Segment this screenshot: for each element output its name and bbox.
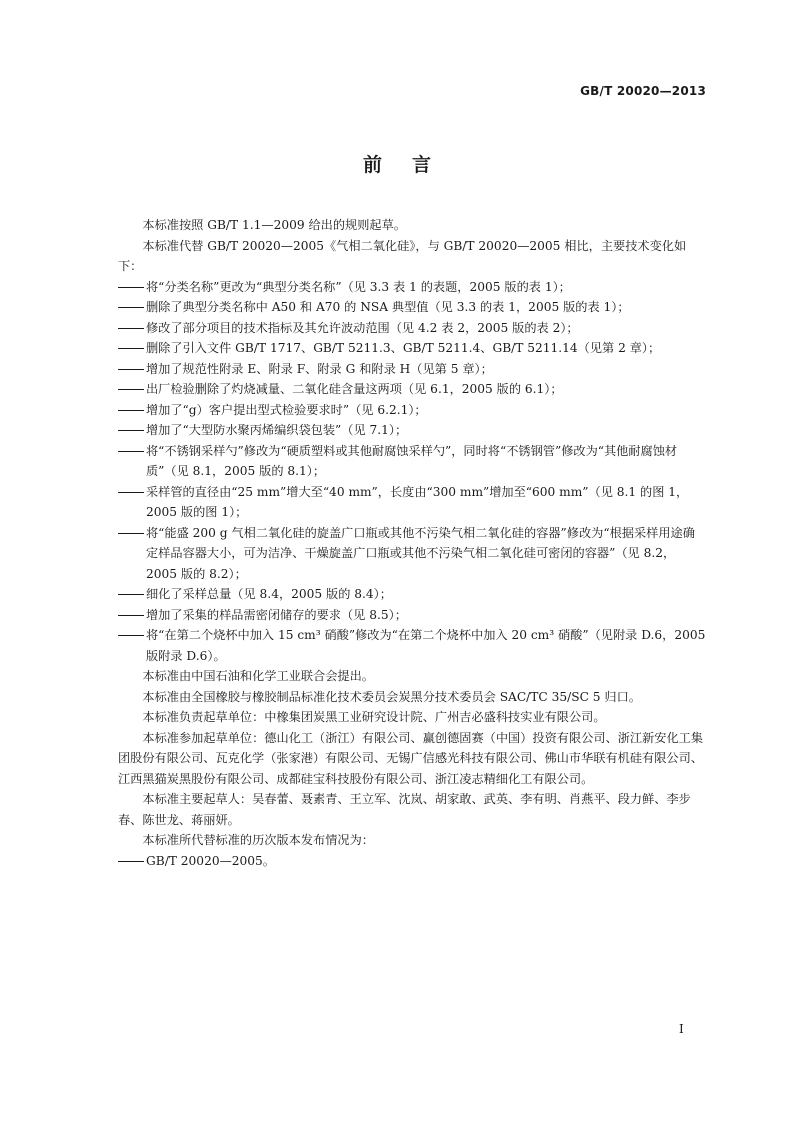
change-item <box>118 338 706 359</box>
standard-code: GB/T 20020—2013 <box>580 84 706 98</box>
proposer-paragraph: 本标准由中国石油和化学工业联合会提出。 <box>142 669 374 683</box>
change-item <box>118 584 706 605</box>
change-text: 将“不锈钢采样勺”修改为“硬质塑料或其他耐腐蚀采样勺”，同时将“不锈钢管”修改为“其他耐腐蚀材质”（见 8.1，2005 版的 8.1）； <box>146 443 678 478</box>
change-text: 增加了“大型防水聚丙烯编织袋包装”（见 7.1）； <box>146 423 408 437</box>
main-drafters-paragraph: 本标准主要起草人：吴春蕾、聂素青、王立军、沈岚、胡家敢、武英、李有明、肖燕平、段力鲜、李步春、陈世龙、蒋丽妍。 <box>118 792 691 827</box>
change-item <box>118 523 706 585</box>
change-text: 增加了采集的样品需密闭储存的要求（见 8.5）； <box>146 607 407 622</box>
title-char-2: 言 <box>412 154 432 176</box>
foreword-body <box>118 215 706 871</box>
change-item <box>118 400 706 421</box>
change-text: 将“分类名称”更改为“典型分类名称”（见 3.3 表 1 的表题，2005 版的表 1）； <box>146 279 571 294</box>
participating-units-paragraph: 本标准参加起草单位：德山化工（浙江）有限公司、赢创德固赛（中国）投资有限公司、浙江新安化工集团股份有限公司、瓦克化学（张家港）有限公司、无锡广信感光科技有限公司、佛山市华联有机硅有限公司、江西黑猫炭黑股份有限公司、成都硅宝科技股份有限公司、浙江凌志精细化工有限公司。 <box>118 730 704 786</box>
change-text: 细化了采样总量（见 8.4，2005 版的 8.4）； <box>146 587 392 601</box>
change-text: 删除了引入文件 GB/T 1717、GB/T 5211.3、GB/T 5211.4、GB/T 5211.14（见第 2 章）； <box>146 341 661 355</box>
change-item <box>118 359 706 380</box>
history-intro-paragraph: 本标准所代替标准的历次版本发布情况为： <box>142 833 374 847</box>
change-item <box>118 605 706 626</box>
title-char-1: 前 <box>362 154 382 176</box>
page-number: I <box>679 1022 684 1036</box>
change-list <box>118 277 706 667</box>
intro-paragraph: 本标准代替 GB/T 20020—2005《气相二氧化硅》，与 GB/T 20020—2005 相比，主要技术变化如下： <box>118 238 687 273</box>
change-item <box>118 625 706 666</box>
lead-drafter-paragraph: 本标准负责起草单位：中橡集团炭黑工业研究设计院、广州吉必盛科技实业有限公司。 <box>142 710 606 724</box>
change-text: 删除了典型分类名称中 A50 和 A70 的 NSA 典型值（见 3.3 的表 1，2005 版的表 1）； <box>146 300 630 314</box>
change-text: 增加了“g）客户提出型式检验要求时”（见 6.2.1）； <box>146 402 427 417</box>
page-title <box>0 150 794 177</box>
change-text: 将“能盛 200 g 气相二氧化硅的旋盖广口瓶或其他不污染气相二氧化硅的容器”修改为“根据采样用途确定样品容器大小，可为洁净、干燥旋盖广口瓶或其他不污染气相二氧化硅可密闭的容器”（见 8.2，2005 版的 8.2）； <box>146 525 695 581</box>
change-text: 出厂检验删除了灼烧减量、二氧化硅含量这两项（见 6.1，2005 版的 6.1）； <box>146 382 563 396</box>
change-item <box>118 441 706 482</box>
change-item <box>118 318 706 339</box>
change-text: 增加了规范性附录 E、附录 F、附录 G 和附录 H（见第 5 章）； <box>146 361 493 376</box>
centralized-by-paragraph: 本标准由全国橡胶与橡胶制品标准化技术委员会炭黑分技术委员会 SAC/TC 35/SC 5 归口。 <box>142 689 641 704</box>
change-text: 将“在第二个烧杯中加入 15 cm³ 硝酸”修改为“在第二个烧杯中加入 20 cm³ 硝酸”（见附录 D.6，2005 版附录 D.6）。 <box>146 628 706 663</box>
change-item <box>118 482 706 523</box>
change-item <box>118 297 706 318</box>
history-text: GB/T 20020—2005。 <box>146 853 275 868</box>
change-text: 采样管的直径由“25 mm”增大至“40 mm”，长度由“300 mm”增加至“600 mm”（见 8.1 的图 1，2005 版的图 1）； <box>146 484 689 519</box>
change-item <box>118 277 706 298</box>
change-item <box>118 420 706 441</box>
history-item <box>118 851 706 872</box>
change-item <box>118 379 706 400</box>
change-text: 修改了部分项目的技术指标及其允许波动范围（见 4.2 表 2，2005 版的表 2）； <box>146 320 579 335</box>
intro-paragraph: 本标准按照 GB/T 1.1—2009 给出的规则起草。 <box>142 218 406 232</box>
